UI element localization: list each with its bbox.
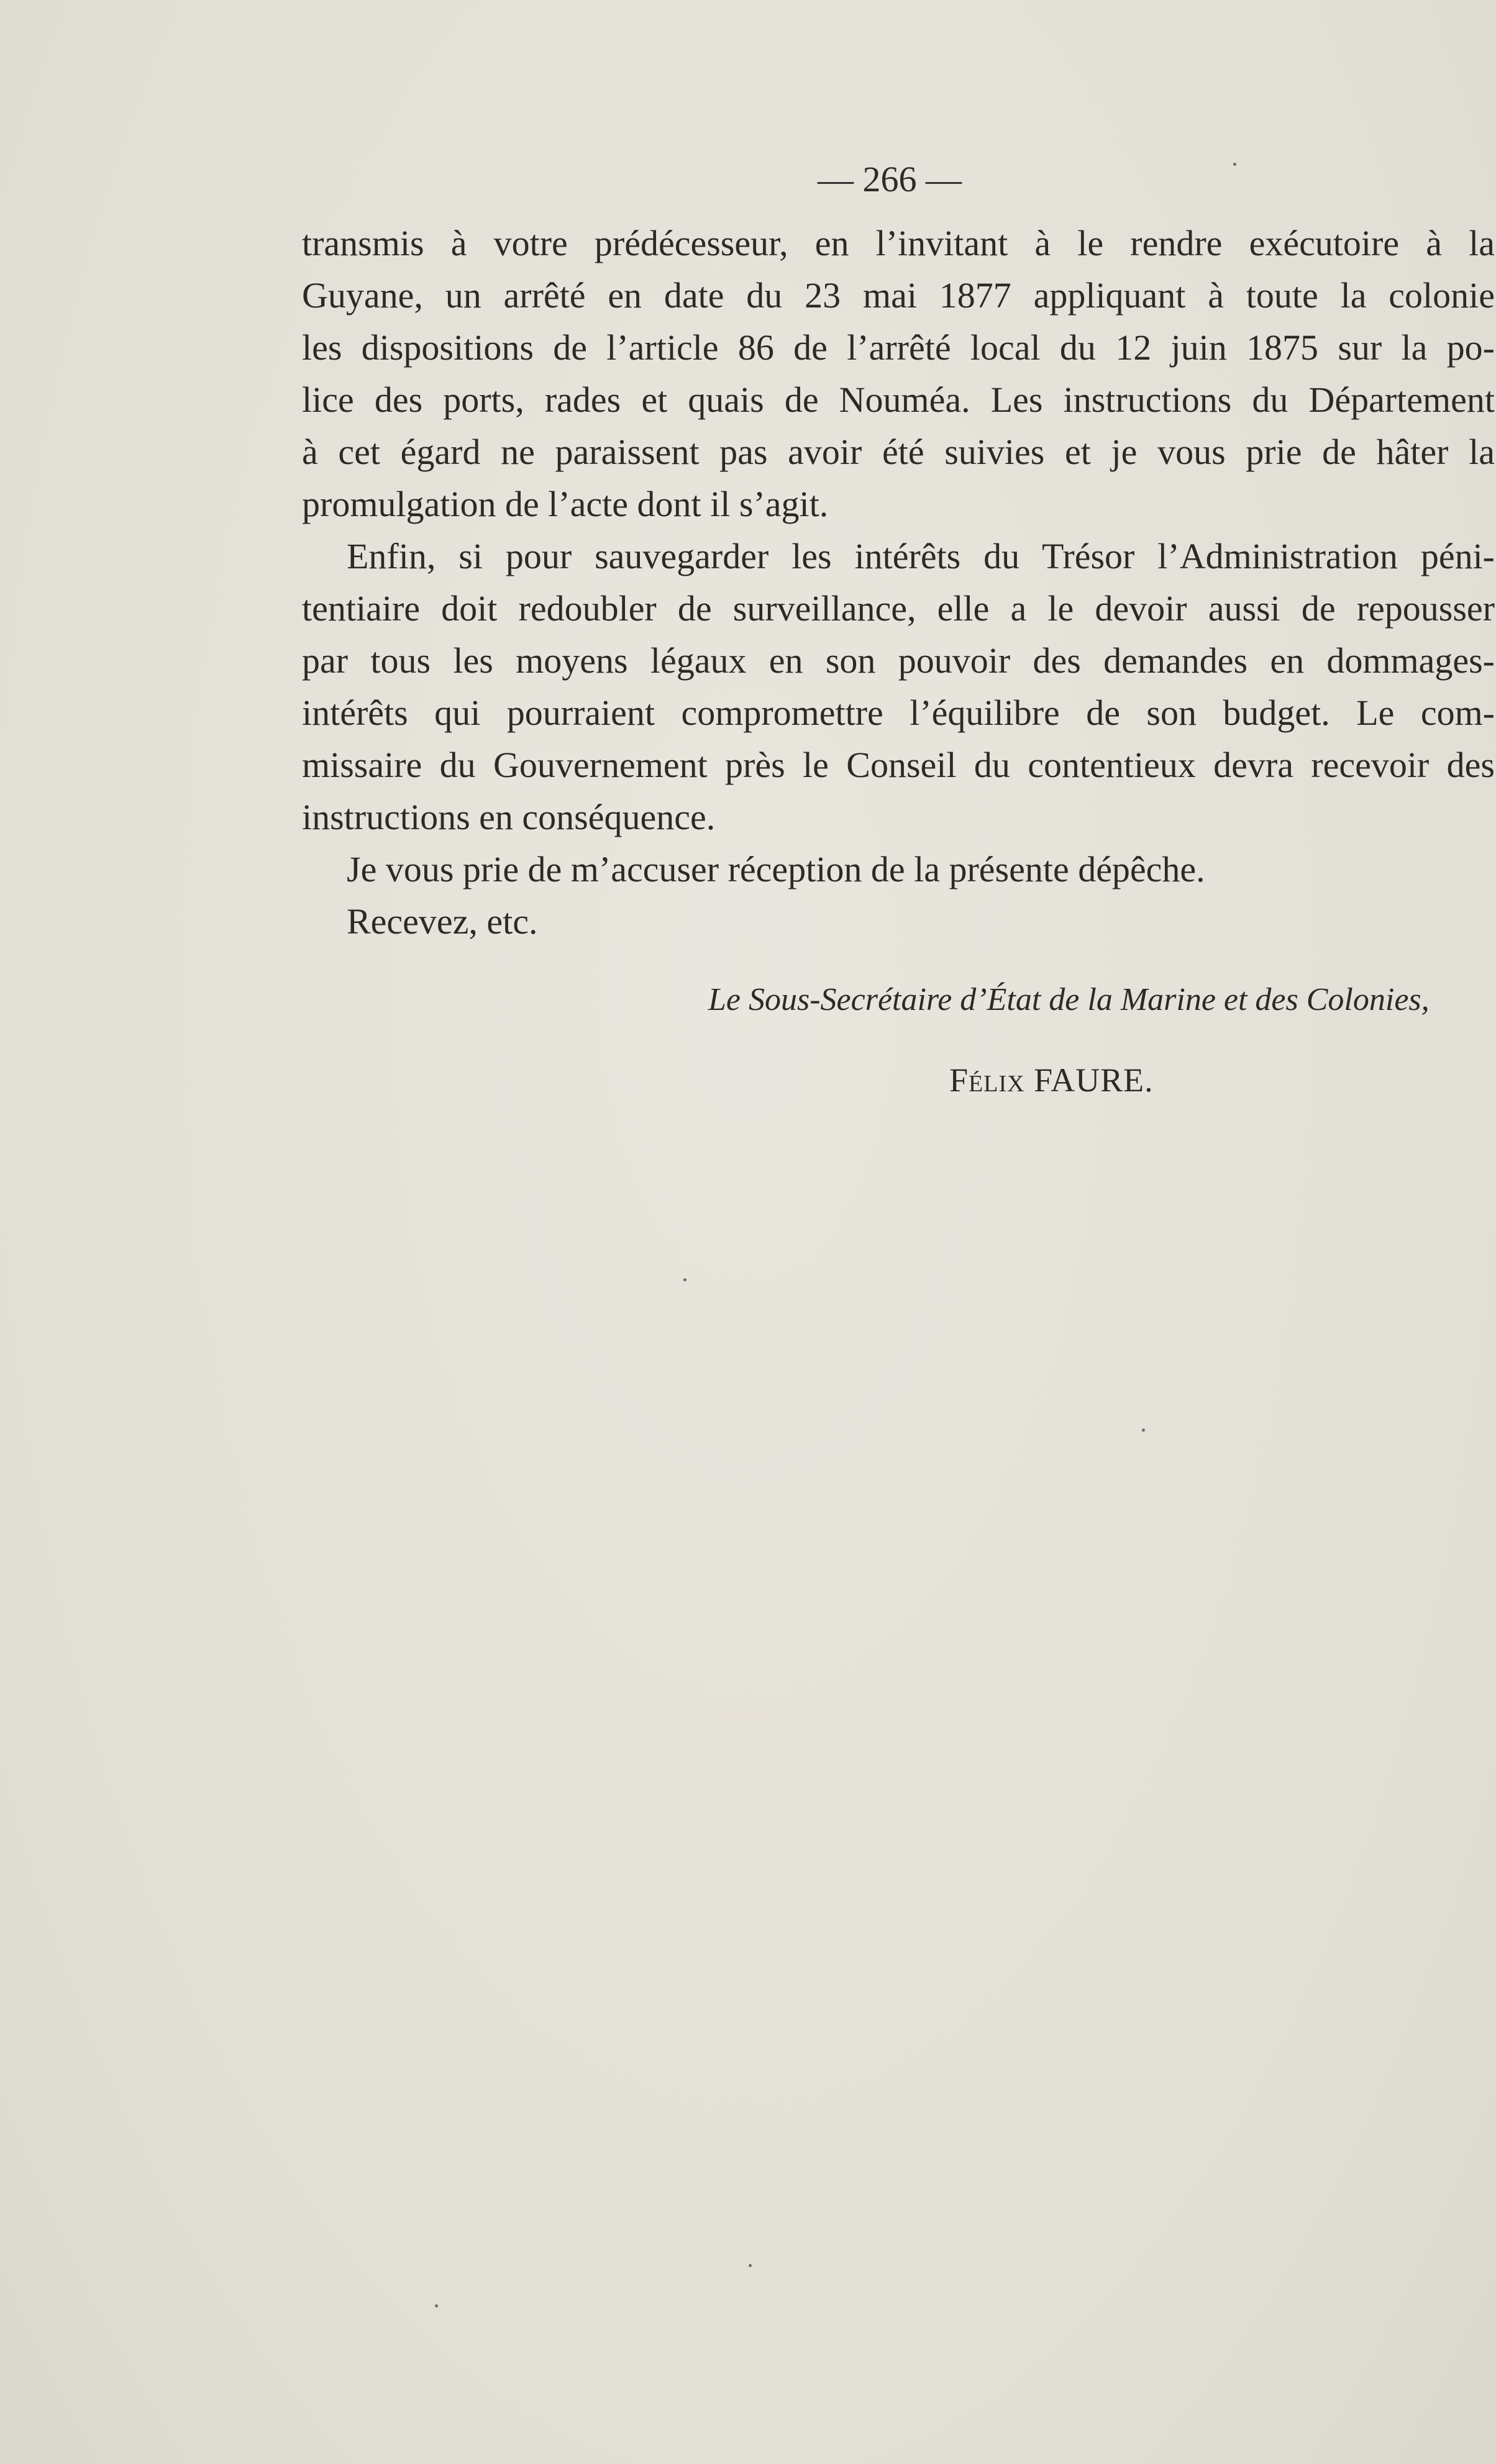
page-number: — 266 —	[818, 159, 962, 199]
text-line: Je vous prie de m’accuser réception de la présente dépêche.	[347, 849, 1205, 889]
text-line: à cet égard ne paraissent pas avoir été suivies et je vous prie de hâter la	[302, 432, 1495, 472]
paper-speck	[749, 2264, 752, 2267]
signatory-name	[949, 1061, 1154, 1099]
signatory-last-name: FAURE.	[1034, 1062, 1154, 1099]
text-line: par tous les moyens légaux en son pouvoir des demandes en dommages-	[302, 640, 1495, 681]
text-line: Recevez, etc.	[347, 901, 538, 942]
text-line: instructions en conséquence.	[302, 797, 716, 837]
text-line: intérêts qui pourraient compromettre l’équilibre de son budget. Le com-	[302, 693, 1495, 733]
text-line: transmis à votre prédécesseur, en l’invitant à le rendre exécutoire à la	[302, 223, 1495, 263]
signatory-first-name: Félix	[949, 1062, 1025, 1099]
text-line: promulgation de l’acte dont il s’agit.	[302, 484, 829, 524]
text-line: les dispositions de l’article 86 de l’arrêté local du 12 juin 1875 sur la po-	[302, 327, 1495, 368]
text-line: lice des ports, rades et quais de Nouméa. Les instructions du Département	[302, 380, 1495, 420]
text-line: missaire du Gouvernement près le Conseil du contentieux devra recevoir des	[302, 745, 1495, 785]
paper-speck	[435, 2304, 438, 2307]
paper-speck	[1142, 1429, 1145, 1432]
signatory-title: Le Sous-Secrétaire d’État de la Marine et des Colonies,	[708, 982, 1430, 1017]
paper-speck	[1233, 163, 1236, 166]
text-line: Guyane, un arrêté en date du 23 mai 1877 appliquant à toute la colonie	[302, 275, 1495, 316]
text-line: tentiaire doit redoubler de surveillance, elle a le devoir aussi de repousser	[302, 588, 1495, 629]
paper-speck	[683, 1278, 686, 1281]
letter-body	[302, 217, 1495, 948]
text-line: Enfin, si pour sauvegarder les intérêts du Trésor l’Administration péni-	[347, 536, 1495, 576]
